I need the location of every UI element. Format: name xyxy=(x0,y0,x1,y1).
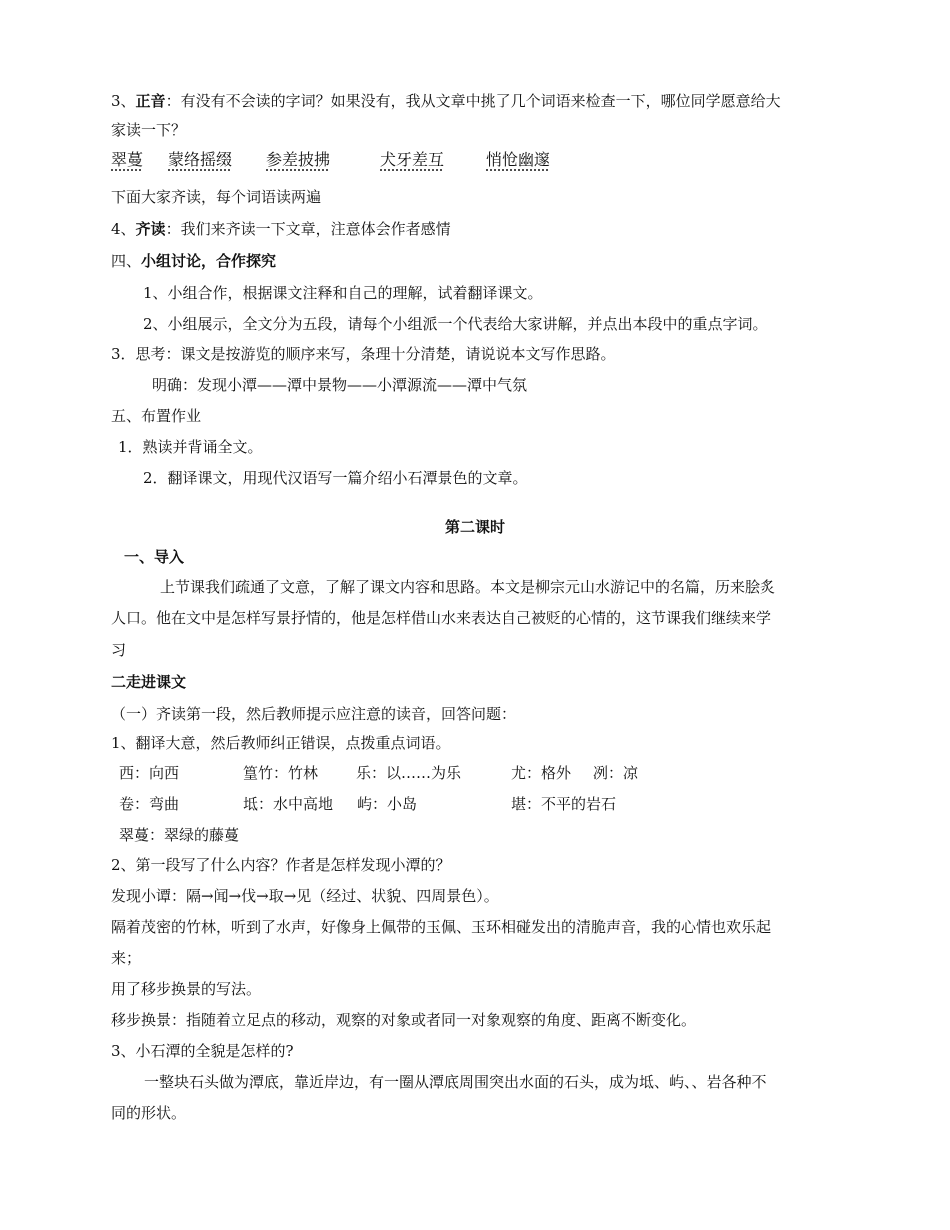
section-heading: 一、导入 xyxy=(124,548,185,566)
item-heading: 正音 xyxy=(135,92,166,110)
answer-line: 移步换景：指随着立足点的移动，观察的对象或者同一对象观察的角度、距离不断变化。 xyxy=(111,1011,697,1029)
answer-line: 一整块石头做为潭底，靠近岸边，有一圈从潭底周围突出水面的石头，成为坻、屿、、岩各种不 xyxy=(144,1073,767,1091)
vocab-word: 参差披拂 xyxy=(266,150,331,169)
vocab-word: 犬牙差互 xyxy=(380,150,445,169)
item-text: ：我们来齐读一下文章，注意体会作者感情 xyxy=(165,220,451,238)
section-3-line xyxy=(111,91,781,111)
gloss-item: 冽：凉 xyxy=(593,764,639,782)
answer-line: 同的形状。 xyxy=(111,1104,187,1122)
item-number: 4、 xyxy=(111,220,136,238)
gloss-item: 屿：小岛 xyxy=(357,795,418,813)
item-heading: 齐读 xyxy=(135,220,166,238)
gloss-item: 翠蔓：翠绿的藤蔓 xyxy=(119,826,240,844)
gloss-item: 坻：水中高地 xyxy=(243,795,334,813)
gloss-item: 堪：不平的岩石 xyxy=(511,795,617,813)
answer-line: 来； xyxy=(111,949,142,967)
question: 3、小石潭的全貌是怎样的? xyxy=(111,1042,294,1060)
vocab-row xyxy=(0,150,950,174)
vocab-note: 下面大家齐读，每个词语读两遍 xyxy=(111,188,322,206)
answer-line: 隔着茂密的竹林，听到了水声，好像身上佩带的玉佩、玉环相碰发出的清脆声音，我的心情也欢乐起 xyxy=(111,918,772,936)
item-text-continued: 家读一下？ xyxy=(111,121,187,139)
gloss-item: 篁竹：竹林 xyxy=(243,764,319,782)
paragraph-line: 习 xyxy=(111,641,127,659)
vocab-word: 悄怆幽邃 xyxy=(486,150,551,169)
gloss-row xyxy=(0,794,950,816)
list-item: 1、小组合作，根据课文注释和自己的理解，试着翻译课文。 xyxy=(143,284,543,302)
homework-item: 2．翻译课文，用现代汉语写一篇介绍小石潭景色的文章。 xyxy=(143,469,528,487)
answer-line: 明确：发现小潭——潭中景物——小潭源流——潭中气氛 xyxy=(152,376,528,394)
part-4-heading: 四、小组讨论，合作探究 xyxy=(111,252,277,270)
question: 1、翻译大意，然后教师纠正错误，点拨重点词语。 xyxy=(111,734,451,752)
gloss-item: 乐：以……为乐 xyxy=(356,764,462,782)
gloss-item: 尤：格外 xyxy=(511,764,572,782)
section-4-line xyxy=(111,219,451,239)
item-number: 3、 xyxy=(111,92,136,110)
gloss-row xyxy=(0,763,950,785)
lesson-title: 第二课时 xyxy=(444,518,505,536)
subsection-line: （一）齐读第一段，然后教师提示应注意的读音，回答问题： xyxy=(111,705,517,723)
part-5-heading: 五、布置作业 xyxy=(111,407,202,425)
gloss-item: 西：向西 xyxy=(119,764,180,782)
homework-item: 1．熟读并背诵全文。 xyxy=(118,438,263,456)
answer-line: 用了移步换景的写法。 xyxy=(111,980,262,998)
paragraph-line: 人口。他在文中是怎样写景抒情的，他是怎样借山水来表达自己被贬的心情的，这节课我们继续来学 xyxy=(111,609,772,627)
vocab-word: 翠蔓 xyxy=(111,150,144,169)
gloss-item: 卷：弯曲 xyxy=(119,795,180,813)
paragraph-line: 上节课我们疏通了文意，了解了课文内容和思路。本文是柳宗元山水游记中的名篇，历来脍炙 xyxy=(160,578,776,596)
list-item: 3．思考：课文是按游览的顺序来写，条理十分清楚，请说说本文写作思路。 xyxy=(111,345,616,363)
list-item: 2、小组展示，全文分为五段，请每个小组派一个代表给大家讲解，并点出本段中的重点字词。 xyxy=(143,315,768,333)
section-heading: 二走进课文 xyxy=(111,673,187,691)
vocab-word: 蒙络摇缀 xyxy=(168,150,233,169)
answer-line: 发现小谭：隔→闻→伐→取→见（经过、状貌、四周景色）。 xyxy=(111,887,499,905)
item-text: ：有没有不会读的字词？如果没有，我从文章中挑了几个词语来检查一下，哪位同学愿意给大 xyxy=(165,92,781,110)
question: 2、第一段写了什么内容？作者是怎样发现小潭的？ xyxy=(111,856,451,874)
